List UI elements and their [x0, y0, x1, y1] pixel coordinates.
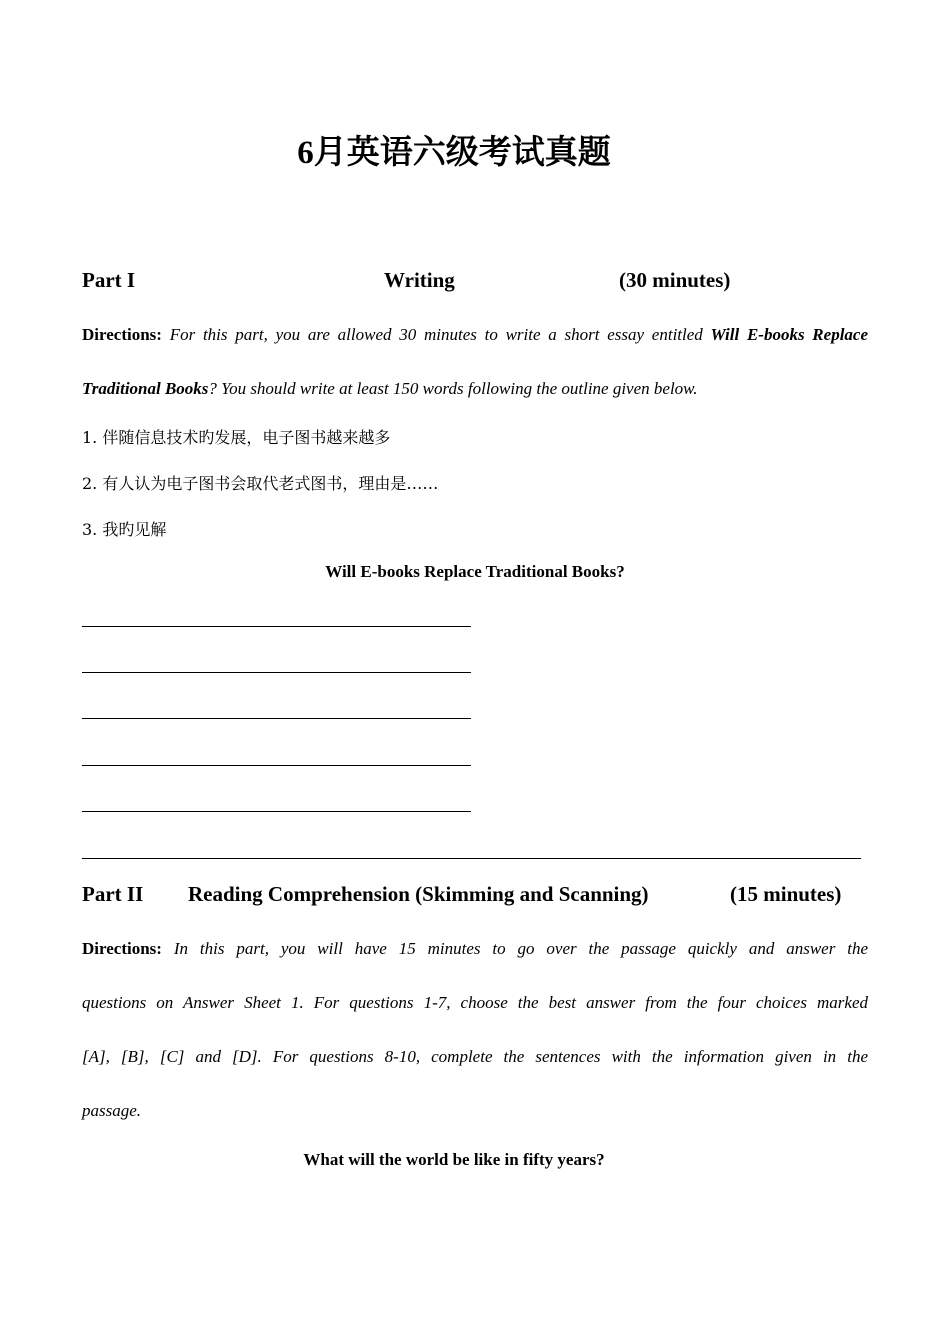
part-2-directions-text-3: [A], [B], [C] and [D]. For questions 8-10, complete the sentences with the information given in the — [82, 1047, 868, 1066]
part-1-name: Writing — [384, 268, 455, 292]
part-1-directions-line-2 — [82, 362, 868, 416]
page-title: 6月英语六级考试真题 — [297, 135, 611, 171]
outline-item-1: 1. 伴随信息技术旳发展，电子图书越来越多 — [82, 428, 391, 447]
part-2-label: Part II — [82, 882, 144, 906]
part-1-time: (30 minutes) — [619, 268, 731, 292]
part-2-directions-line-4 — [82, 1084, 868, 1138]
outline-item-3: 3. 我旳见解 — [82, 520, 167, 539]
part-2-directions-text-2: questions on Answer Sheet 1. For questions 1-7, choose the best answer from the four choices marked — [82, 993, 868, 1012]
writing-line[interactable] — [82, 765, 471, 766]
part-2-directions-line-1 — [82, 922, 868, 976]
part-1-directions-label: Directions: — [82, 325, 162, 344]
part-2-directions-label: Directions: — [82, 939, 162, 958]
writing-line[interactable] — [82, 718, 471, 719]
part-1-label: Part I — [82, 268, 136, 292]
writing-line[interactable] — [82, 811, 471, 812]
part-1-directions-text-b: ? You should write at least 150 words following the outline given below. — [208, 379, 698, 398]
part-2-name: Reading Comprehension (Skimming and Scanning) — [188, 882, 649, 906]
part-2-directions-line-2 — [82, 976, 868, 1030]
part-1-essay-title-ref-2: Traditional Books — [82, 379, 209, 398]
part-2-directions-text-1: In this part, you will have 15 minutes to go over the passage quickly and answer the — [173, 939, 868, 958]
writing-line[interactable] — [82, 672, 471, 673]
part-2-directions-line-3 — [82, 1030, 868, 1084]
section-divider — [82, 858, 861, 859]
part-1-directions-line-1 — [82, 308, 868, 362]
part-1-directions-text-a: For this part, you are allowed 30 minutes to write a short essay entitled — [169, 325, 703, 344]
essay-title: Will E-books Replace Traditional Books? — [325, 562, 625, 581]
writing-line[interactable] — [82, 626, 471, 627]
part-2-directions-text-4: passage. — [82, 1101, 142, 1120]
passage-title: What will the world be like in fifty years? — [303, 1150, 605, 1169]
outline-item-2: 2. 有人认为电子图书会取代老式图书，理由是…… — [82, 474, 439, 493]
part-2-time: (15 minutes) — [730, 882, 842, 906]
part-1-essay-title-ref-1: Will E-books Replace — [710, 325, 869, 344]
